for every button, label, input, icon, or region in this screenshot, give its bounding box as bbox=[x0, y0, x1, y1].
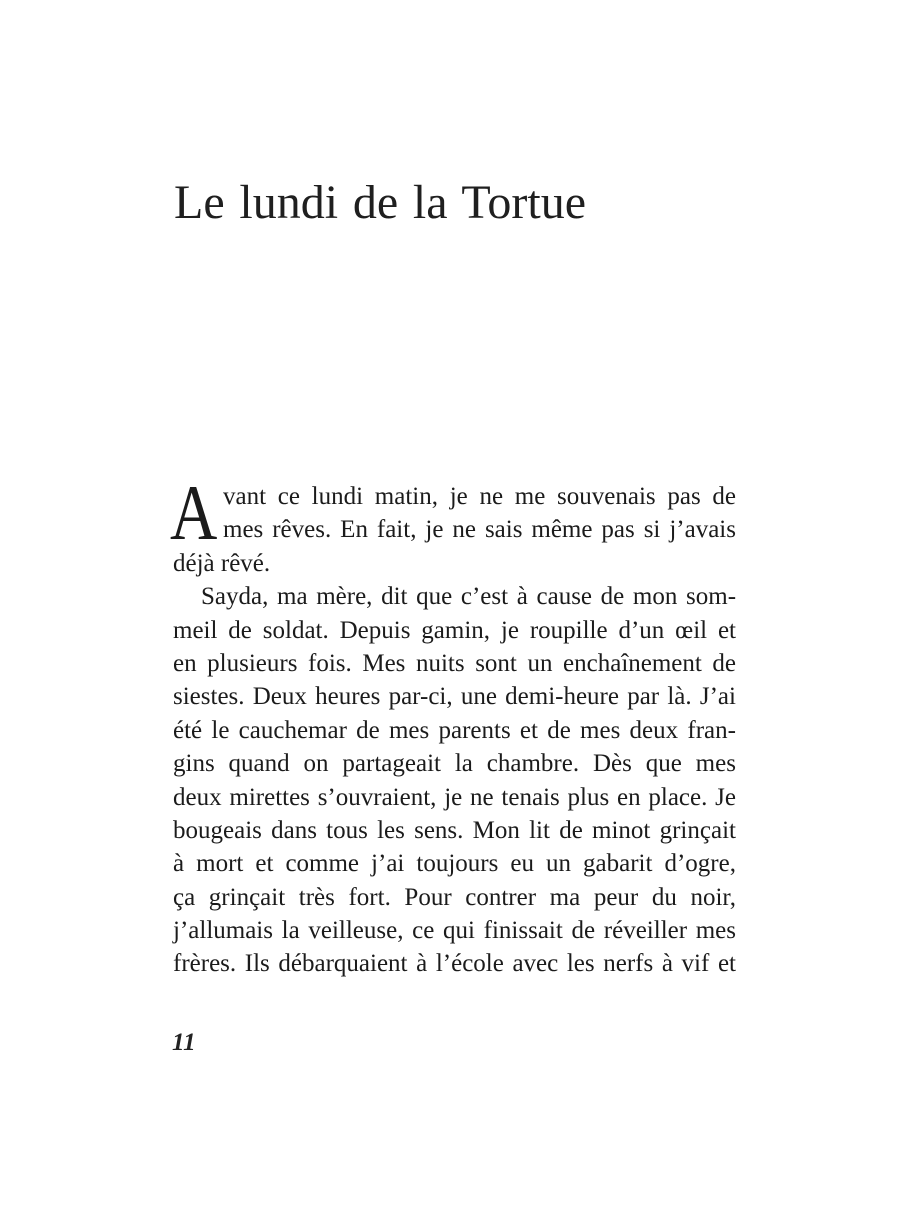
text-line-text: j’allumais la veilleuse, ce qui finissait de réveiller mes bbox=[173, 917, 737, 945]
text-line-text: déjà rêvé. bbox=[173, 549, 271, 577]
text-line-text: frères. Ils débarquaient à l’école avec les nerfs à vif et bbox=[173, 950, 736, 978]
text-line-text: mes rêves. En fait, je ne sais même pas si j’avais bbox=[223, 516, 736, 544]
text-line bbox=[173, 647, 736, 680]
text-line bbox=[173, 781, 736, 814]
text-line bbox=[173, 947, 736, 980]
chapter-title-text: Le lundi de la Tortue bbox=[174, 176, 587, 229]
text-line bbox=[223, 480, 736, 513]
text-line bbox=[173, 747, 736, 780]
page-number: 11 bbox=[172, 1029, 196, 1056]
text-line-text: gins quand on partageait la chambre. Dès que mes bbox=[173, 750, 736, 778]
text-line-text: meil de soldat. Depuis gamin, je roupille d’un œil et bbox=[173, 616, 737, 644]
text-line bbox=[173, 914, 736, 947]
text-line bbox=[173, 714, 736, 747]
text-line-text: siestes. Deux heures par-ci, une demi-heure par là. J’ai bbox=[173, 683, 736, 711]
paragraph-1 bbox=[173, 480, 736, 580]
chapter-title bbox=[174, 177, 586, 230]
text-line bbox=[223, 513, 736, 546]
text-line bbox=[173, 881, 736, 914]
text-line bbox=[173, 547, 736, 580]
text-line-text: à mort et comme j’ai toujours eu un gabarit d’ogre, bbox=[173, 850, 736, 878]
paragraph-2 bbox=[173, 580, 736, 981]
text-line bbox=[201, 580, 736, 613]
body-text bbox=[170, 469, 737, 981]
text-line bbox=[173, 814, 736, 847]
drop-cap: A bbox=[170, 469, 218, 556]
text-line-text: vant ce lundi matin, je ne me souvenais pas de bbox=[223, 483, 736, 510]
text-line bbox=[173, 614, 736, 647]
text-line-text: en plusieurs fois. Mes nuits sont un enchaînement de bbox=[173, 649, 737, 677]
text-line-text: été le cauchemar de mes parents et de mes deux fran- bbox=[173, 716, 736, 744]
text-line-text: deux mirettes s’ouvraient, je ne tenais plus en place. Je bbox=[173, 783, 736, 811]
text-line-text: bougeais dans tous les sens. Mon lit de minot grinçait bbox=[173, 816, 736, 844]
text-line-text: Sayda, ma mère, dit que c’est à cause de mon som- bbox=[201, 583, 737, 611]
text-line bbox=[173, 680, 736, 713]
text-line bbox=[173, 847, 736, 880]
text-line-text: ça grinçait très fort. Pour contrer ma peur du noir, bbox=[173, 883, 736, 911]
